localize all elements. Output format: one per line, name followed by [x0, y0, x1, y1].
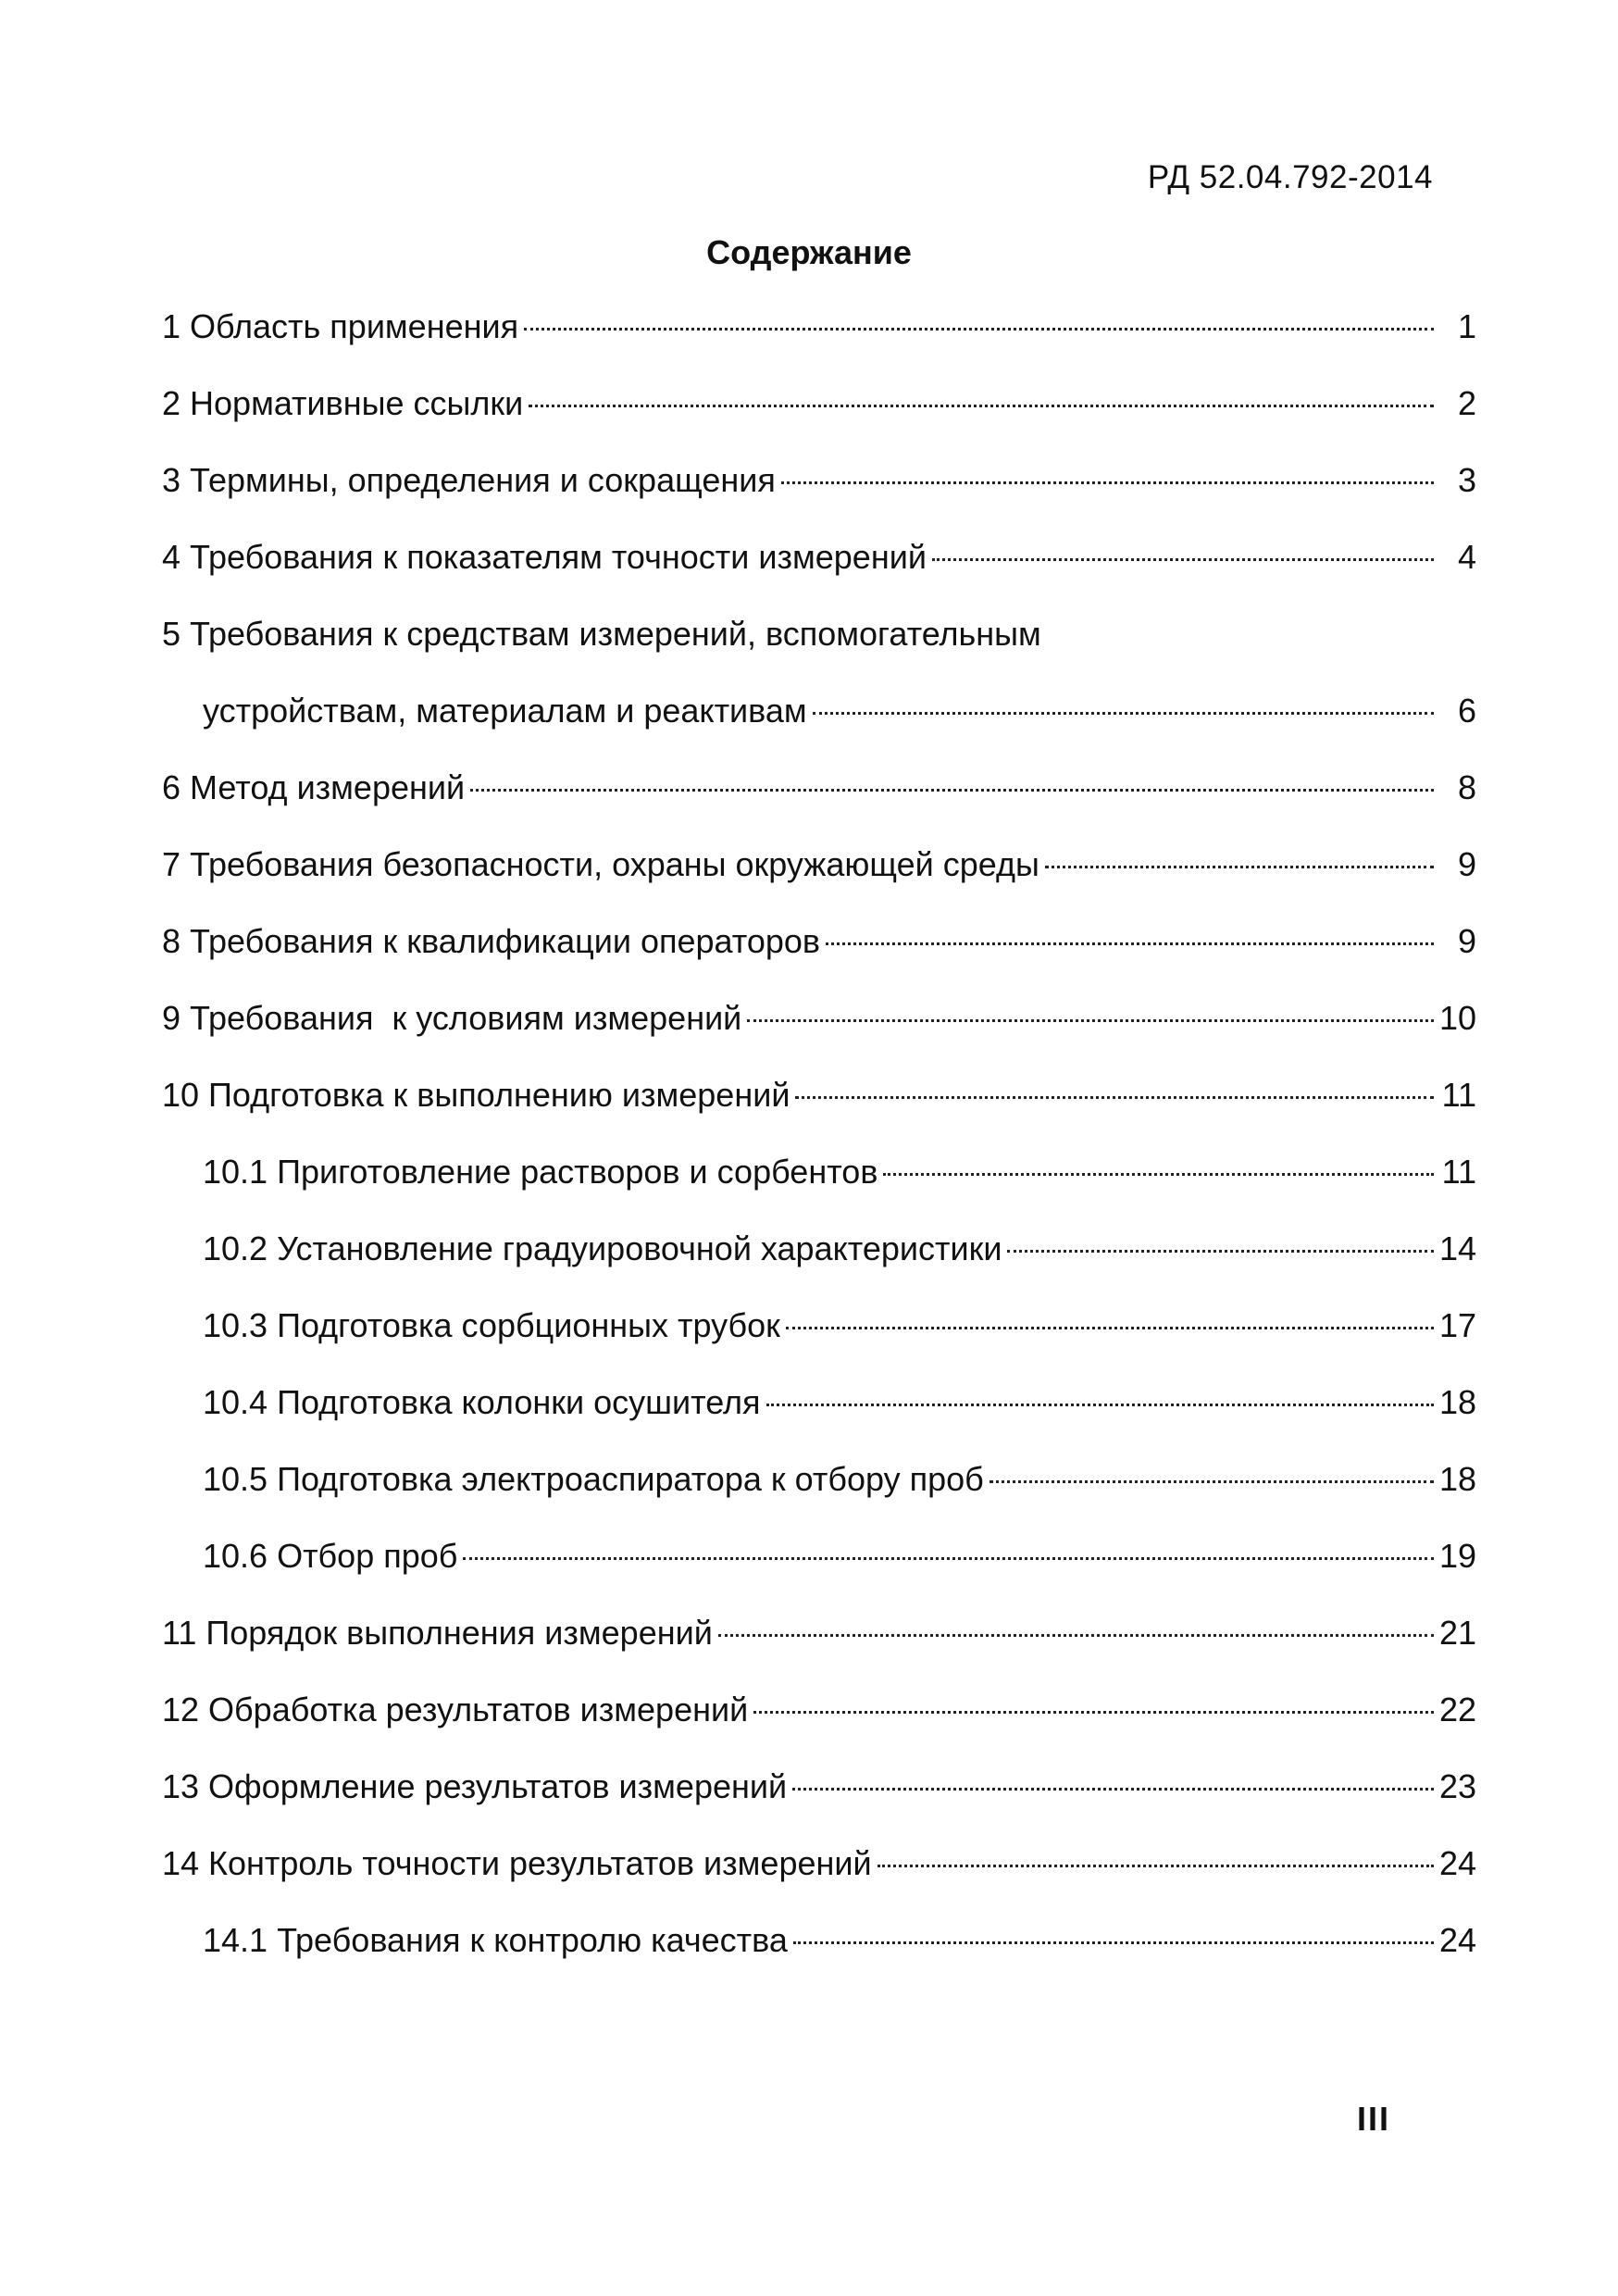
toc-entry-page: 18	[1438, 1460, 1476, 1498]
toc-entry-label: 9 Требования к условиям измерений	[162, 999, 742, 1037]
toc-entry-label: 11 Порядок выполнения измерений	[162, 1614, 713, 1652]
toc-dot-leader	[524, 328, 1434, 331]
toc-entry[interactable]	[162, 1056, 1476, 1133]
toc-entry[interactable]	[162, 1748, 1476, 1825]
toc-entry-label: 7 Требования безопасности, охраны окружающей среды	[162, 845, 1039, 883]
toc-entry-page: 24	[1438, 1921, 1476, 1959]
toc-entry[interactable]	[162, 365, 1476, 442]
toc-dot-leader	[753, 1711, 1434, 1714]
toc-subentry[interactable]	[162, 1364, 1476, 1441]
toc-entry-label: 10 Подготовка к выполнению измерений	[162, 1076, 790, 1114]
toc-dot-leader	[747, 1019, 1434, 1022]
toc-entry-page: 4	[1457, 538, 1476, 576]
toc-entry-label-continuation: устройствам, материалам и реактивам	[203, 692, 807, 730]
toc-dot-leader	[813, 712, 1434, 715]
toc-entry-page: 23	[1438, 1767, 1476, 1805]
toc-entry[interactable]	[162, 749, 1476, 826]
toc-subentry[interactable]	[162, 1517, 1476, 1594]
toc-entry-first-line[interactable]	[162, 595, 1476, 672]
toc-entry-page: 9	[1457, 845, 1476, 883]
toc-entry-label: 12 Обработка результатов измерений	[162, 1691, 749, 1728]
toc-title: Содержание	[706, 233, 912, 271]
table-of-contents	[162, 288, 1476, 1978]
toc-dot-leader	[877, 1865, 1434, 1867]
toc-dot-leader	[793, 1941, 1434, 1944]
toc-entry-page: 11	[1441, 1076, 1476, 1114]
toc-entry-page: 21	[1438, 1614, 1476, 1652]
toc-entry[interactable]	[162, 1825, 1476, 1902]
toc-entry[interactable]	[162, 1594, 1476, 1671]
toc-subentry[interactable]	[162, 1133, 1476, 1210]
toc-entry-label: 6 Метод измерений	[162, 768, 466, 806]
toc-entry-label: 10.1 Приготовление растворов и сорбентов	[203, 1153, 878, 1191]
toc-entry-label: 10.3 Подготовка сорбционных трубок	[203, 1306, 780, 1344]
toc-dot-leader	[1007, 1250, 1434, 1253]
toc-entry-label: 10.4 Подготовка колонки осушителя	[203, 1383, 761, 1421]
toc-entry[interactable]	[162, 1671, 1476, 1748]
toc-entry-page: 2	[1457, 384, 1476, 422]
toc-dot-leader	[826, 942, 1434, 945]
toc-subentry[interactable]	[162, 1441, 1476, 1517]
toc-entry-page: 8	[1457, 768, 1476, 806]
toc-entry-label: 5 Требования к средствам измерений, вспомогательным	[162, 615, 1041, 653]
toc-entry[interactable]	[162, 518, 1476, 595]
toc-subentry[interactable]	[162, 1287, 1476, 1364]
toc-entry-page: 22	[1438, 1691, 1476, 1728]
toc-entry-page: 1	[1457, 307, 1476, 345]
toc-subentry[interactable]	[162, 1902, 1476, 1978]
toc-entry-label: 10.2 Установление градуировочной характеристики	[203, 1229, 1002, 1267]
toc-dot-leader	[932, 558, 1434, 561]
toc-entry[interactable]	[162, 826, 1476, 903]
toc-entry-page: 17	[1438, 1306, 1476, 1344]
toc-subentry[interactable]	[162, 1210, 1476, 1287]
document-code: РД 52.04.792-2014	[1147, 159, 1433, 195]
toc-entry-label: 10.5 Подготовка электроаспиратора к отбору проб	[203, 1460, 984, 1498]
toc-entry-continuation[interactable]	[162, 672, 1476, 749]
toc-dot-leader	[883, 1173, 1434, 1176]
toc-dot-leader	[1045, 866, 1434, 868]
toc-dot-leader	[781, 481, 1434, 484]
toc-dot-leader	[795, 1096, 1434, 1099]
toc-entry-label: 3 Термины, определения и сокращения	[162, 461, 776, 499]
toc-entry-label: 13 Оформление результатов измерений	[162, 1767, 788, 1805]
toc-entry-label: 2 Нормативные ссылки	[162, 384, 524, 422]
toc-entry-label: 8 Требования к квалификации операторов	[162, 922, 821, 960]
toc-entry-page: 14	[1438, 1229, 1476, 1267]
toc-dot-leader	[529, 405, 1434, 407]
page-number: III	[1357, 2100, 1391, 2138]
toc-entry-page: 6	[1457, 692, 1476, 730]
toc-entry[interactable]	[162, 288, 1476, 365]
toc-dot-leader	[786, 1327, 1434, 1329]
toc-dot-leader	[463, 1557, 1434, 1560]
toc-dot-leader	[989, 1480, 1434, 1483]
toc-entry-page: 24	[1438, 1844, 1476, 1882]
toc-entry-page: 11	[1441, 1153, 1476, 1191]
toc-entry-label: 10.6 Отбор проб	[203, 1537, 458, 1575]
toc-dot-leader	[766, 1404, 1434, 1406]
toc-entry-page: 9	[1457, 922, 1476, 960]
toc-entry-page: 18	[1438, 1383, 1476, 1421]
toc-entry[interactable]	[162, 903, 1476, 980]
toc-dot-leader	[718, 1634, 1434, 1637]
toc-dot-leader	[470, 789, 1434, 792]
toc-entry-label: 14 Контроль точности результатов измерений	[162, 1844, 872, 1882]
toc-entry[interactable]	[162, 442, 1476, 518]
toc-entry-page: 10	[1438, 999, 1476, 1037]
toc-dot-leader	[792, 1788, 1434, 1791]
toc-entry-label: 4 Требования к показателям точности измерений	[162, 538, 927, 576]
toc-entry-page: 19	[1438, 1537, 1476, 1575]
toc-entry-label: 1 Область применения	[162, 307, 519, 345]
toc-entry[interactable]	[162, 980, 1476, 1056]
toc-entry-page: 3	[1457, 461, 1476, 499]
toc-entry-label: 14.1 Требования к контролю качества	[203, 1921, 788, 1959]
